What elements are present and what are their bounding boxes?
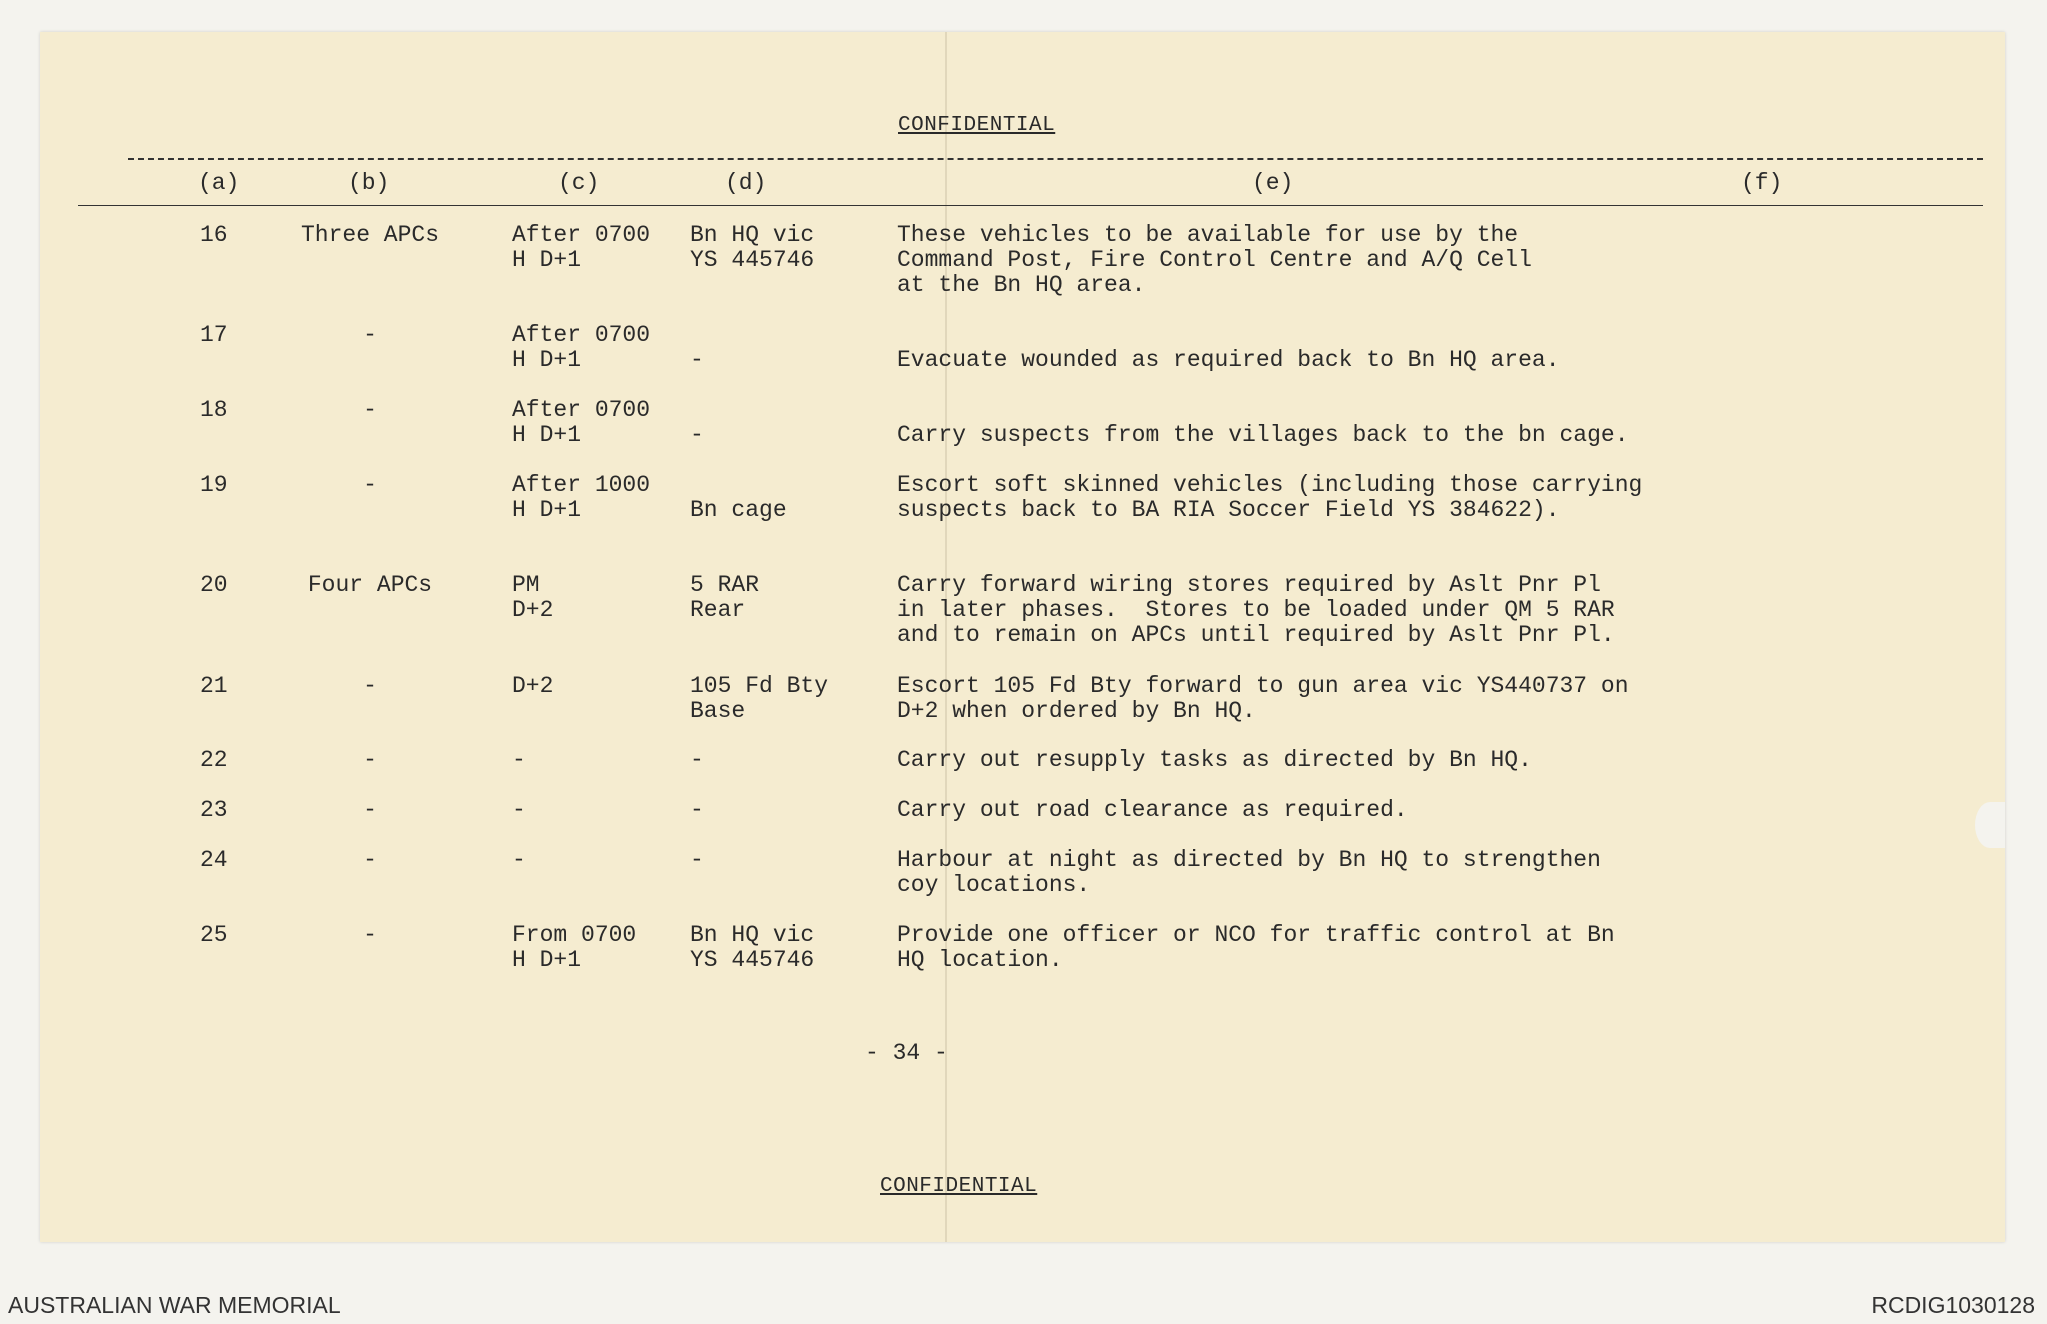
row-20-col-e: Carry forward wiring stores required by Aslt Pnr Pl in later phases. Stores to be loaded under QM 5 RAR and to remain on APCs until required by Aslt Pnr Pl. xyxy=(897,572,1615,648)
row-16-col-e: These vehicles to be available for use by the Command Post, Fire Control Centre and A/Q Cell at the Bn HQ area. xyxy=(897,222,1532,298)
punch-hole xyxy=(1975,802,2005,848)
row-21-col-b: - xyxy=(363,673,377,699)
row-19-col-a: 19 xyxy=(200,472,228,498)
row-19-col-b: - xyxy=(363,472,377,498)
row-22-col-c: - xyxy=(512,747,526,773)
row-19-col-c: After 1000 H D+1 xyxy=(512,472,651,523)
row-22-col-a: 22 xyxy=(200,747,228,773)
row-23-col-d: - xyxy=(690,797,704,823)
archive-reference: RCDIG1030128 xyxy=(1871,1292,2035,1318)
column-header-d: (d) xyxy=(725,170,767,196)
row-20-col-b: Four APCs xyxy=(307,572,433,598)
header-rule xyxy=(78,205,1983,206)
row-25-col-d: Bn HQ vic YS 445746 xyxy=(690,922,815,973)
confidential-header: CONFIDENTIAL xyxy=(898,114,1056,137)
row-20-col-d: 5 RAR Rear xyxy=(690,572,760,623)
top-rule xyxy=(128,158,1983,160)
row-23-col-e: Carry out road clearance as required. xyxy=(897,797,1408,823)
row-23-col-a: 23 xyxy=(200,797,228,823)
row-24-col-d: - xyxy=(690,847,704,873)
row-21-col-e: Escort 105 Fd Bty forward to gun area vic YS440737 on D+2 when ordered by Bn HQ. xyxy=(897,673,1629,724)
row-25-col-a: 25 xyxy=(200,922,228,948)
row-20-col-a: 20 xyxy=(200,572,228,598)
row-21-col-a: 21 xyxy=(200,673,228,699)
column-header-c: (c) xyxy=(558,170,600,196)
row-18-col-d: - xyxy=(690,422,704,448)
row-17-col-e: Evacuate wounded as required back to Bn HQ area. xyxy=(897,347,1560,373)
row-18-col-c: After 0700 H D+1 xyxy=(512,397,651,448)
row-16-col-d: Bn HQ vic YS 445746 xyxy=(690,222,815,273)
row-18-col-b: - xyxy=(363,397,377,423)
row-25-col-b: - xyxy=(363,922,377,948)
row-22-col-b: - xyxy=(363,747,377,773)
row-16-col-a: 16 xyxy=(200,222,228,248)
row-25-col-e: Provide one officer or NCO for traffic control at Bn HQ location. xyxy=(897,922,1615,973)
row-16-col-b: Three APCs xyxy=(300,222,440,248)
row-22-col-e: Carry out resupply tasks as directed by Bn HQ. xyxy=(897,747,1532,773)
row-19-col-d: Bn cage xyxy=(690,497,787,523)
row-23-col-c: - xyxy=(512,797,526,823)
column-header-a: (a) xyxy=(198,170,240,196)
row-24-col-b: - xyxy=(363,847,377,873)
row-24-col-a: 24 xyxy=(200,847,228,873)
row-18-col-a: 18 xyxy=(200,397,228,423)
column-header-e: (e) xyxy=(1252,170,1294,196)
row-17-col-a: 17 xyxy=(200,322,228,348)
row-22-col-d: - xyxy=(690,747,704,773)
row-19-col-e: Escort soft skinned vehicles (including those carrying suspects back to BA RIA Soccer Field YS 384622). xyxy=(897,472,1643,523)
column-header-b: (b) xyxy=(348,170,390,196)
row-18-col-e: Carry suspects from the villages back to the bn cage. xyxy=(897,422,1629,448)
row-17-col-b: - xyxy=(363,322,377,348)
row-21-col-d: 105 Fd Bty Base xyxy=(690,673,829,724)
row-24-col-c: - xyxy=(512,847,526,873)
row-23-col-b: - xyxy=(363,797,377,823)
row-16-col-c: After 0700 H D+1 xyxy=(512,222,651,273)
row-20-col-c: PM D+2 xyxy=(512,572,554,623)
confidential-footer: CONFIDENTIAL xyxy=(880,1175,1038,1198)
column-header-f: (f) xyxy=(1741,170,1783,196)
row-24-col-e: Harbour at night as directed by Bn HQ to strengthen coy locations. xyxy=(897,847,1601,898)
row-25-col-c: From 0700 H D+1 xyxy=(512,922,637,973)
page-number: - 34 - xyxy=(865,1040,948,1066)
row-21-col-c: D+2 xyxy=(512,673,554,699)
archive-institution: AUSTRALIAN WAR MEMORIAL xyxy=(8,1292,341,1318)
row-17-col-d: - xyxy=(690,347,704,373)
row-17-col-c: After 0700 H D+1 xyxy=(512,322,651,373)
